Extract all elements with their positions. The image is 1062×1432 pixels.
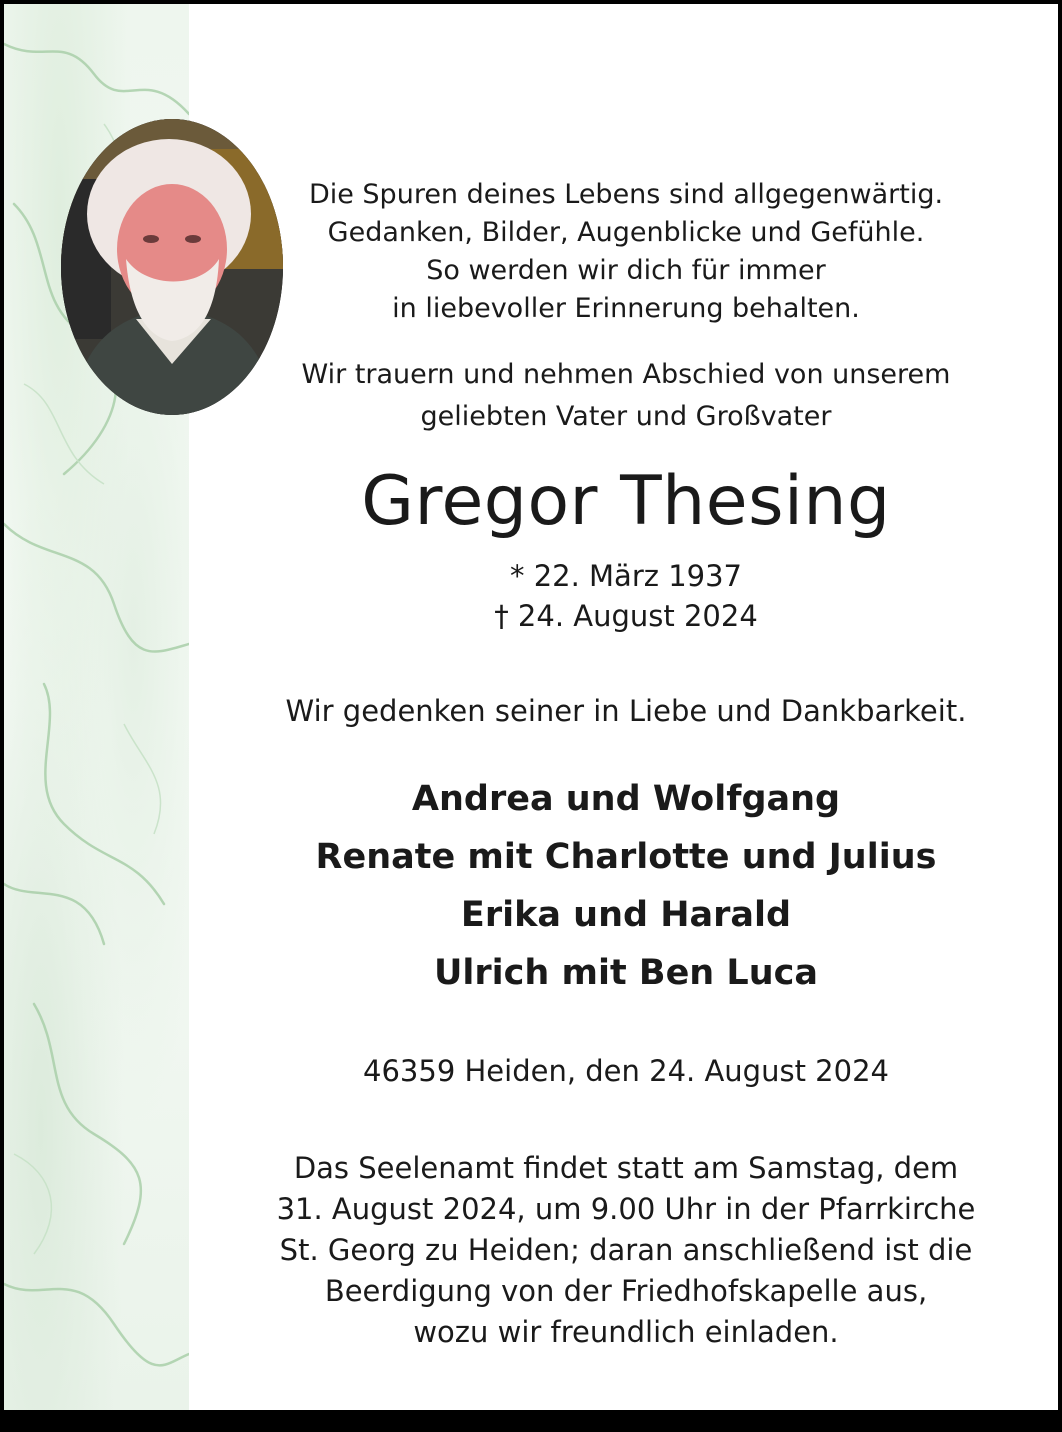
family-member: Renate mit Charlotte und Julius — [315, 837, 937, 877]
service-line: 31. August 2024, um 9.00 Uhr in der Pfarrkirche — [276, 1192, 976, 1226]
mourning-line: Wir trauern und nehmen Abschied von unserem — [301, 359, 951, 390]
death-date: † 24. August 2024 — [494, 599, 758, 633]
remembrance-line: Wir gedenken seiner in Liebe und Dankbarkeit. — [285, 694, 967, 728]
place-date: 46359 Heiden, den 24. August 2024 — [363, 1054, 889, 1088]
family-member: Erika und Harald — [460, 895, 792, 935]
verse-line: So werden wir dich für immer — [426, 255, 826, 286]
birth-date: * 22. März 1937 — [509, 559, 742, 593]
service-line: Das Seelenamt findet statt am Samstag, dem — [293, 1151, 959, 1185]
service-line: St. Georg zu Heiden; daran anschließend ist die — [279, 1233, 973, 1267]
family-member: Ulrich mit Ben Luca — [433, 953, 818, 993]
service-line: Beerdigung von der Friedhofskapelle aus, — [324, 1274, 928, 1308]
deceased-name: Gregor Thesing — [361, 462, 891, 541]
service-line: wozu wir freundlich einladen. — [413, 1315, 839, 1349]
family-member: Andrea und Wolfgang — [411, 779, 841, 819]
verse-line: Gedanken, Bilder, Augenblicke und Gefühle. — [327, 217, 925, 248]
publication-footer: Erschienen am 28.08.2024 © Verlag J. Mergelsberg GmbH — [8, 1418, 270, 1429]
verse-line: Die Spuren deines Lebens sind allgegenwärtig. — [308, 179, 944, 210]
mourning-line: geliebten Vater und Großvater — [420, 401, 832, 432]
verse-line: in liebevoller Erinnerung behalten. — [392, 293, 860, 324]
